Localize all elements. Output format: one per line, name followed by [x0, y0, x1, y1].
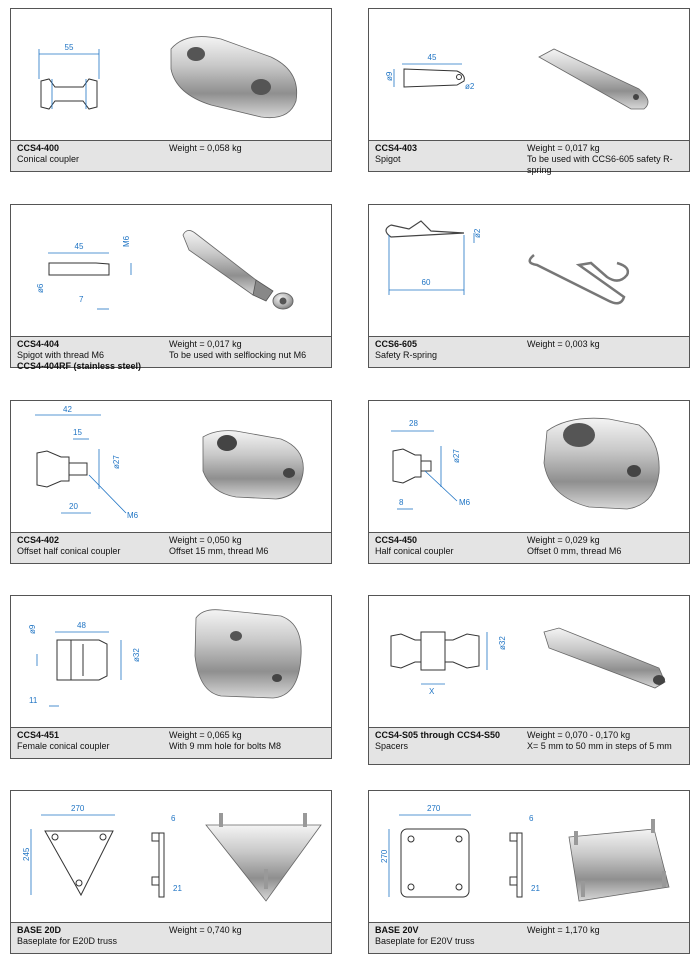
product-note: Offset 15 mm, thread M6	[169, 546, 269, 556]
product-weight: Weight = 0,017 kg	[527, 143, 600, 153]
technical-drawing	[369, 9, 689, 140]
dimension-label: 7	[79, 295, 84, 304]
technical-drawing	[11, 9, 331, 140]
product-weight: Weight = 1,170 kg	[527, 925, 600, 935]
product-card	[10, 400, 332, 564]
product-note: With 9 mm hole for bolts M8	[169, 741, 282, 751]
dimension-label: ø32	[498, 636, 507, 650]
product-description: Female conical coupler	[17, 741, 110, 751]
dimension-label: ø27	[452, 449, 461, 463]
dimension-label: 21	[173, 884, 182, 893]
product-description: Baseplate for E20V truss	[375, 936, 475, 946]
dimension-label: 8	[399, 498, 404, 507]
technical-drawing	[369, 401, 689, 532]
product-weight: Weight = 0,070 - 0,170 kg	[527, 730, 631, 740]
dimension-label: 55	[64, 43, 74, 52]
technical-drawing	[369, 596, 689, 727]
product-card	[10, 595, 332, 759]
dimension-label: 270	[380, 849, 389, 863]
dimension-label: ø9	[385, 71, 394, 81]
dimension-label: 6	[171, 814, 176, 823]
product-code: BASE 20V	[375, 925, 419, 935]
product-card	[10, 8, 332, 172]
product-code: CCS4-400	[17, 143, 60, 153]
dimension-label: ø27	[112, 455, 121, 469]
product-note: Offset 0 mm, thread M6	[527, 546, 622, 556]
product-code: CCS4-450	[375, 535, 418, 545]
dimension-label: 45	[427, 53, 437, 62]
dimension-label: 42	[63, 405, 72, 414]
technical-drawing	[11, 596, 331, 727]
dimension-label: 48	[77, 621, 86, 630]
product-card	[368, 204, 690, 368]
product-code: CCS4-451	[17, 730, 60, 740]
dimension-label: ø2	[473, 228, 482, 238]
product-code: BASE 20D	[17, 925, 62, 935]
dimension-label: 15	[73, 428, 82, 437]
product-weight: Weight = 0,740 kg	[169, 925, 242, 935]
product-description: Conical coupler	[17, 154, 80, 164]
dimension-label: 60	[421, 278, 431, 287]
technical-drawing	[369, 205, 689, 336]
product-weight: Weight = 0,065 kg	[169, 730, 242, 740]
dimension-label: ø32	[132, 648, 141, 662]
dimension-label: 20	[69, 502, 78, 511]
product-weight: Weight = 0,003 kg	[527, 339, 600, 349]
product-description: Half conical coupler	[375, 546, 454, 556]
product-note: To be used with selflocking nut M6	[169, 350, 307, 360]
dimension-label: M6	[459, 498, 471, 507]
product-card	[368, 400, 690, 564]
dimension-label: 6	[529, 814, 534, 823]
technical-drawing	[369, 791, 689, 922]
dimension-label: M6	[127, 511, 139, 520]
dimension-label: 45	[74, 242, 84, 251]
dimension-label: 270	[71, 804, 85, 813]
product-code: CCS6-605	[375, 339, 418, 349]
dimension-label: 28	[409, 419, 418, 428]
product-card	[368, 8, 690, 175]
product-weight: Weight = 0,050 kg	[169, 535, 242, 545]
product-weight: Weight = 0,017 kg	[169, 339, 242, 349]
dimension-label: 245	[22, 847, 31, 861]
product-card	[368, 595, 690, 765]
product-variant: CCS4-404RF (stainless steel)	[17, 361, 142, 371]
product-description: Spigot	[375, 154, 401, 164]
technical-drawing	[11, 791, 331, 922]
product-note: To be used with CCS6-605 safety R-spring	[527, 154, 673, 175]
product-note: X= 5 mm to 50 mm in steps of 5 mm	[527, 741, 672, 751]
technical-drawing	[11, 401, 331, 532]
dimension-label: ø6	[36, 283, 45, 293]
technical-drawing	[11, 205, 331, 336]
dimension-label: M6	[122, 235, 131, 247]
product-description: Spigot with thread M6	[17, 350, 105, 360]
product-card	[10, 790, 332, 954]
product-weight: Weight = 0,058 kg	[169, 143, 242, 153]
dimension-label: 270	[427, 804, 441, 813]
dimension-label: X	[429, 687, 435, 696]
product-code: CCS4-404	[17, 339, 60, 349]
product-code: CCS4-S05 through CCS4-S50	[375, 730, 501, 740]
dimension-label: 21	[531, 884, 540, 893]
dimension-label: ø2	[465, 82, 475, 91]
product-code: CCS4-402	[17, 535, 60, 545]
product-description: Offset half conical coupler	[17, 546, 121, 556]
product-card	[10, 204, 332, 371]
product-description: Baseplate for E20D truss	[17, 936, 118, 946]
product-description: Spacers	[375, 741, 409, 751]
product-card	[368, 790, 690, 954]
product-description: Safety R-spring	[375, 350, 438, 360]
dimension-label: ø9	[28, 624, 37, 634]
product-weight: Weight = 0,029 kg	[527, 535, 600, 545]
product-code: CCS4-403	[375, 143, 418, 153]
dimension-label: 11	[29, 696, 38, 705]
